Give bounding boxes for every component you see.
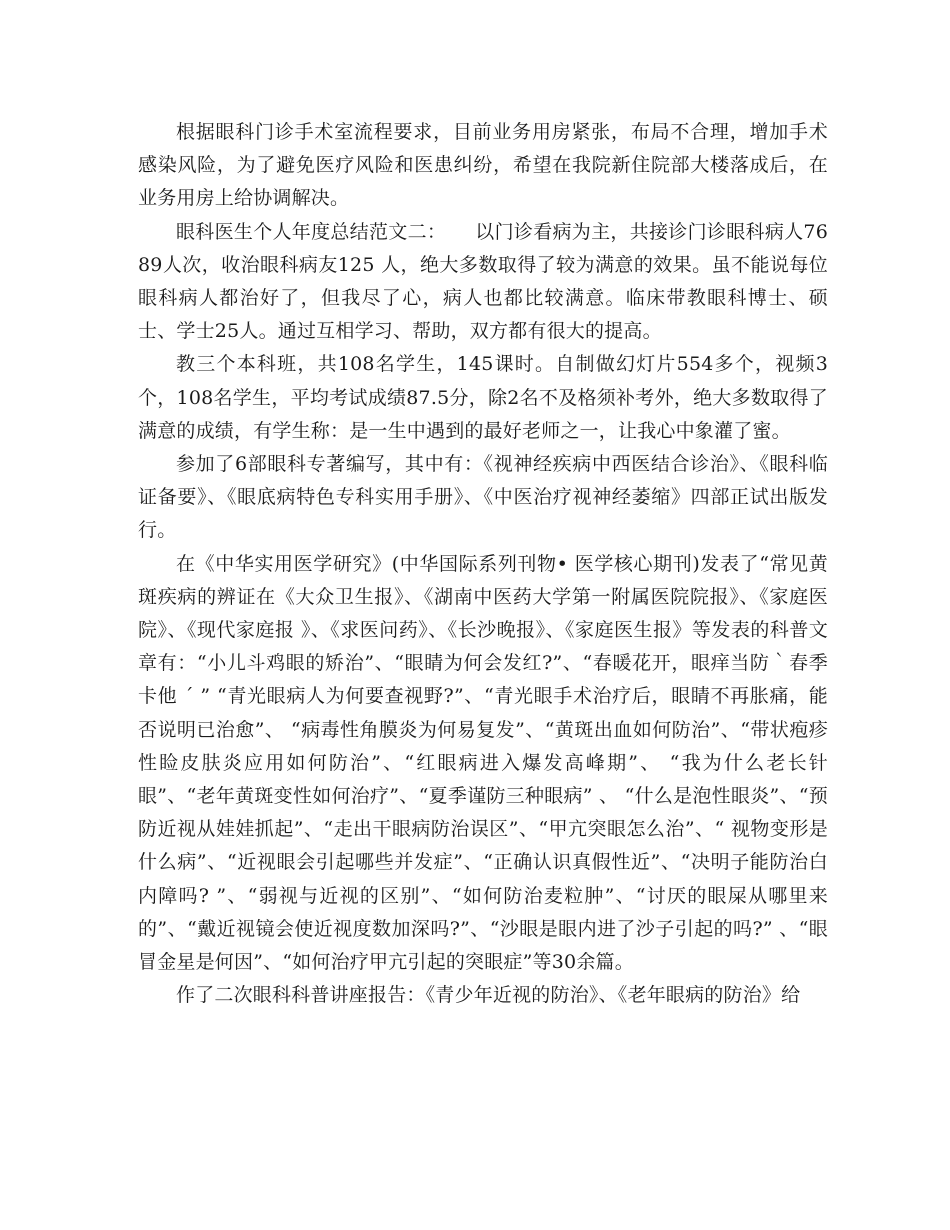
document-body — [138, 116, 828, 1012]
paragraph-teaching: 教三个本科班，共108名学生，145课时。自制做幻灯片554多个，视频3 个，108名学生，平均考试成绩87.5分，除2名不及格须补考外，绝大多数取得了满意的成绩，有学生称：是一生中遇到的最好老师之一，让我心中象灌了蜜。 — [138, 353, 828, 442]
paragraph-monographs: 参加了6部眼科专著编写，其中有：《视神经疾病中西医结合诊治》、《眼科临证备要》、《眼底病特色专科实用手册》、《中医治疗视神经萎缩》四部正试出版发行。 — [138, 453, 828, 542]
paragraph-publications: 在《中华实用医学研究》(中华国际系列刊物• 医学核心期刊)发表了“常见黄斑疾病的辨证在《大众卫生报》、《湖南中医药大学第一附属医院院报》、《家庭医院》、《现代家庭报 》、《求医问药》、《长沙晚报》、《家庭医生报》等发表的科普文章有：“小儿斗鸡眼的矫治”、“眼睛为何会发红?”、“春暖花开，眼痒当防｀春季卡他 ´ ” “青光眼病人为何要查视野?”、“青光眼手术治疗后，眼睛不再胀痛，能否说明已治愈”、 “病毒性角膜炎为何易复发”、“黄斑出血如何防治”、“带状疱疹性睑皮肤炎应用如何防治”、“红眼病进入爆发高峰期”、 “我为什么老长针眼”、“老年黄斑变性如何治疗”、“夏季谨防三种眼病” 、 “什么是泡性眼炎”、“预防近视从娃娃抓起”、“走出干眼病防治误区”、“甲亢突眼怎么治”、“ 视物变形是什么病”、“近视眼会引起哪些并发症”、“正确认识真假性近”、“决明子能防治白内障吗? ”、“弱视与近视的区别”、“如何防治麦粒肿”、“讨厌的眼屎从哪里来的”、“戴近视镜会使近视度数加深吗?”、“沙眼是眼内进了沙子引起的吗?” 、“眼冒金星是何因”、“如何治疗甲亢引起的突眼症”等30余篇。 — [138, 552, 828, 974]
paragraph-outpatient-summary: 眼科医生个人年度总结范文二： 以门诊看病为主，共接诊门诊眼科病人7689人次，收治眼科病友125 人，绝大多数取得了较为满意的效果。虽不能说每位眼科病人都治好了，但我尽了心，病人也都比较满意。临床带教眼科博士、硕士、学士25人。通过互相学习、帮助，双方都有很大的提高。 — [138, 220, 828, 343]
paragraph-lectures: 作了二次眼科科普讲座报告：《青少年近视的防治》、《老年眼病的防治》给 — [176, 984, 801, 1007]
paragraph-surgery-room: 根据眼科门诊手术室流程要求，目前业务用房紧张，布局不合理，增加手术感染风险，为了避免医疗风险和医患纠纷，希望在我院新住院部大楼落成后，在业务用房上给协调解决。 — [138, 121, 828, 210]
